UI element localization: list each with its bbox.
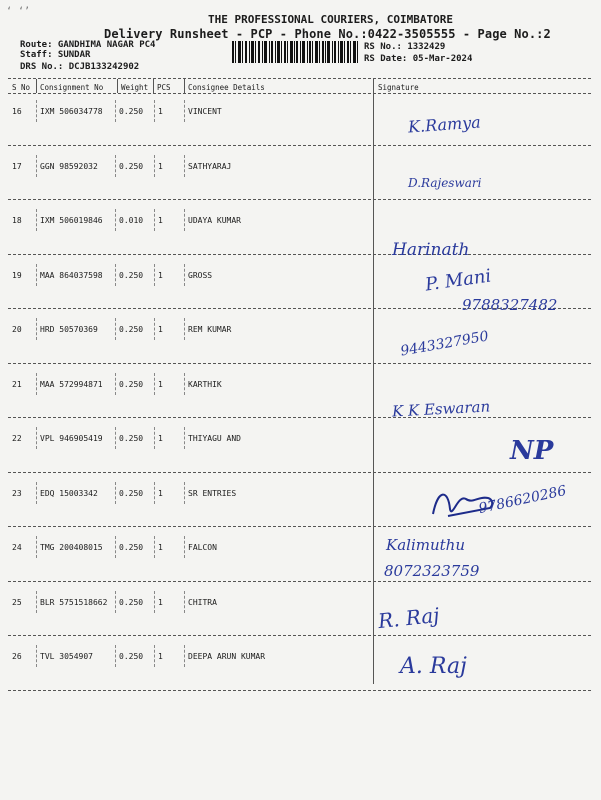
cell-separator — [115, 645, 116, 667]
row-weight: 0.250 — [119, 379, 144, 389]
row-consignee: UDAYA KUMAR — [188, 216, 241, 225]
col-pcs: PCS — [157, 83, 171, 92]
row-pcs: 1 — [158, 325, 163, 334]
signature-23-phone: 9786620286 — [477, 482, 568, 518]
row-weight: 0.250 — [119, 270, 144, 280]
header-divider — [8, 78, 591, 79]
column-separator — [36, 79, 37, 93]
column-header-divider — [8, 93, 591, 94]
row-pcs: 1 — [158, 107, 163, 116]
cell-separator — [36, 209, 37, 231]
cell-separator — [154, 482, 155, 504]
row-weight: 0.250 — [119, 543, 144, 552]
company-name: THE PROFESSIONAL COURIERS, COIMBATORE — [207, 13, 454, 26]
staff-label: Staff: SUNDAR — [20, 50, 91, 60]
row-pcs: 1 — [158, 161, 163, 171]
row-sno: 20 — [12, 325, 22, 334]
table-row — [0, 205, 601, 259]
signature-21: K K Eswaran — [391, 397, 491, 421]
signature-25: R. Raj — [376, 602, 441, 634]
cell-separator — [36, 155, 37, 177]
row-consignment: HRD 50570369 — [40, 325, 98, 334]
signature-19-phone: 9788327482 — [462, 296, 558, 314]
signature-20: 9443327950 — [399, 328, 490, 360]
row-consignment: TMG 200408015 — [40, 543, 103, 552]
row-divider — [8, 581, 591, 582]
row-divider — [8, 472, 591, 473]
row-consignee: GROSS — [188, 270, 213, 280]
row-consignee: THIYAGU AND — [188, 434, 241, 443]
signature-24-phone: 8072323759 — [384, 562, 480, 580]
signature-18: Harinath — [392, 240, 470, 260]
row-divider — [8, 363, 591, 364]
row-consignee: KARTHIK — [188, 379, 222, 389]
cell-separator — [154, 100, 155, 122]
cell-separator — [36, 482, 37, 504]
row-divider — [8, 526, 591, 527]
cell-separator — [154, 318, 155, 340]
cell-separator — [36, 373, 37, 395]
cell-separator — [36, 591, 37, 613]
row-consignment: MAA 572994871 — [40, 379, 103, 389]
row-pcs: 1 — [158, 543, 163, 552]
cell-separator — [184, 645, 185, 667]
cell-separator — [184, 373, 185, 395]
cell-separator — [154, 155, 155, 177]
table-row — [0, 314, 601, 368]
row-weight: 0.250 — [119, 161, 144, 171]
row-weight: 0.250 — [119, 597, 144, 607]
row-consignee: SATHYARAJ — [188, 161, 232, 171]
rs-date: RS Date: 05-Mar-2024 — [364, 54, 473, 64]
signature-26: A. Raj — [400, 654, 467, 679]
signature-24-name: Kalimuthu — [386, 536, 465, 554]
row-consignee: FALCON — [188, 543, 217, 552]
col-sno: S No — [12, 83, 31, 92]
column-separator — [117, 79, 118, 93]
row-sno: 25 — [12, 597, 22, 607]
row-weight: 0.250 — [119, 325, 144, 334]
row-pcs: 1 — [158, 216, 163, 225]
cell-separator — [115, 264, 116, 286]
row-divider — [8, 417, 591, 418]
col-consignee: Consignee Details — [188, 83, 265, 92]
column-separator — [184, 79, 185, 93]
cell-separator — [154, 536, 155, 558]
cell-separator — [36, 536, 37, 558]
cell-separator — [36, 318, 37, 340]
row-sno: 26 — [12, 652, 22, 661]
cell-separator — [184, 318, 185, 340]
cell-separator — [115, 100, 116, 122]
cell-separator — [115, 482, 116, 504]
row-consignee: REM KUMAR — [188, 325, 232, 334]
row-divider — [8, 690, 591, 691]
cell-separator — [154, 591, 155, 613]
col-signature: Signature — [378, 83, 419, 92]
row-weight: 0.250 — [119, 434, 144, 443]
table-row — [0, 587, 601, 641]
row-divider — [8, 199, 591, 200]
row-pcs: 1 — [158, 379, 163, 389]
cell-separator — [184, 427, 185, 449]
cell-separator — [154, 264, 155, 286]
rs-number: RS No.: 1332429 — [364, 42, 446, 52]
row-sno: 24 — [12, 543, 22, 552]
row-pcs: 1 — [158, 597, 163, 607]
row-divider — [8, 254, 591, 255]
row-sno: 22 — [12, 434, 22, 443]
signature-17: D.Rajeswari — [408, 176, 482, 190]
cell-separator — [115, 318, 116, 340]
row-weight: 0.250 — [119, 107, 144, 116]
row-consignment: MAA 864037598 — [40, 270, 103, 280]
cell-separator — [184, 100, 185, 122]
column-separator — [153, 79, 154, 93]
barcode — [232, 41, 358, 63]
table-row — [0, 641, 601, 695]
row-divider — [8, 145, 591, 146]
row-sno: 17 — [12, 161, 22, 171]
cell-separator — [184, 264, 185, 286]
row-sno: 18 — [12, 216, 22, 225]
row-sno: 21 — [12, 379, 22, 389]
row-sno: 23 — [12, 488, 22, 498]
route-label: Route: GANDHIMA NAGAR PC4 — [20, 40, 156, 50]
table-row — [0, 532, 601, 586]
row-pcs: 1 — [158, 488, 163, 498]
row-sno: 19 — [12, 270, 22, 280]
cell-separator — [115, 427, 116, 449]
cell-separator — [184, 536, 185, 558]
cell-separator — [154, 209, 155, 231]
row-divider — [8, 635, 591, 636]
table-row — [0, 96, 601, 150]
table-row — [0, 369, 601, 423]
cell-separator — [115, 373, 116, 395]
cell-separator — [115, 155, 116, 177]
signature-16: K.Ramya — [407, 112, 482, 137]
runsheet-title: Delivery Runsheet - PCP - Phone No.:0422-3505555 - Page No.:2 — [104, 27, 551, 41]
row-consignment: VPL 946905419 — [40, 434, 103, 443]
row-consignment: GGN 98592032 — [40, 161, 98, 171]
row-consignee: CHITRA — [188, 597, 217, 607]
col-consignment: Consignment No — [40, 83, 104, 92]
row-weight: 0.250 — [119, 652, 144, 661]
cell-separator — [36, 427, 37, 449]
row-consignment: TVL 3054907 — [40, 652, 93, 661]
drs-number: DRS No.: DCJB133242902 — [20, 62, 140, 72]
cell-separator — [154, 427, 155, 449]
row-consignment: BLR 5751518662 — [40, 597, 108, 607]
cell-separator — [36, 264, 37, 286]
row-consignment: EDQ 15003342 — [40, 488, 98, 498]
row-weight: 0.010 — [119, 216, 144, 225]
row-pcs: 1 — [158, 652, 163, 661]
cell-separator — [184, 591, 185, 613]
corner-marks: ‘ ‘’ — [6, 6, 31, 17]
row-consignee: VINCENT — [188, 107, 222, 116]
cell-separator — [154, 645, 155, 667]
cell-separator — [36, 100, 37, 122]
row-sno: 16 — [12, 107, 22, 116]
cell-separator — [115, 591, 116, 613]
row-consignment: IXM 506019846 — [40, 216, 103, 225]
cell-separator — [184, 155, 185, 177]
row-weight: 0.250 — [119, 488, 144, 498]
cell-separator — [115, 209, 116, 231]
cell-separator — [184, 209, 185, 231]
col-weight: Weight — [121, 83, 149, 92]
row-consignee: SR ENTRIES — [188, 488, 237, 498]
signature-22: NP — [510, 436, 554, 466]
cell-separator — [154, 373, 155, 395]
table-row — [0, 151, 601, 205]
cell-separator — [36, 645, 37, 667]
signature-19: P. Mani — [423, 265, 493, 296]
row-consignment: IXM 506034778 — [40, 107, 103, 116]
row-pcs: 1 — [158, 434, 163, 443]
row-pcs: 1 — [158, 270, 163, 280]
cell-separator — [184, 482, 185, 504]
cell-separator — [115, 536, 116, 558]
row-consignee: DEEPA ARUN KUMAR — [188, 652, 266, 661]
